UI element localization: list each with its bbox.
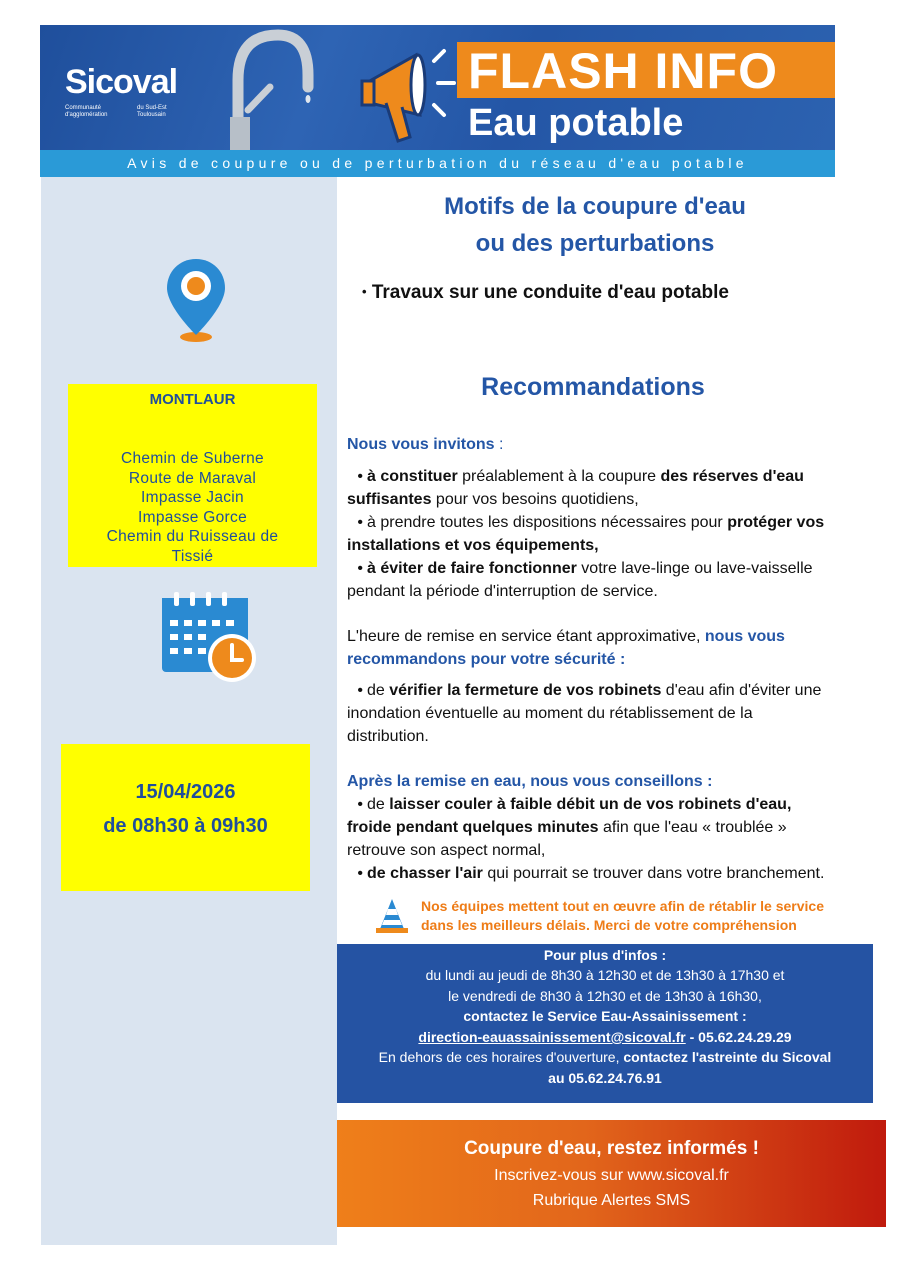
info-hours-friday: le vendredi de 8h30 à 12h30 et de 13h30 à 16h30, [448, 987, 762, 1004]
outage-time: de 08h30 à 09h30 [103, 815, 268, 837]
logo-sub-right: du Sud-Est Toulousain [137, 105, 167, 118]
street-list [68, 449, 317, 566]
text: pendant la période d'interruption de service. [347, 583, 658, 600]
bold-text: à éviter de faire fonctionner [367, 560, 577, 577]
motif-item: • Travaux sur une conduite d'eau potable [362, 282, 729, 303]
logo-sub-left: Communauté d'agglomération [65, 105, 108, 118]
bold-text: de chasser l'air [367, 865, 483, 882]
email-link[interactable]: direction-eauassainissement@sicoval.fr [418, 1028, 686, 1045]
bold-text: des réserves d'eau [660, 468, 804, 485]
street-item: Route de Maraval [128, 469, 257, 487]
service-phone: - 05.62.24.29.29 [685, 1028, 792, 1045]
blue-bold-text: nous vous [704, 628, 785, 645]
text: L'heure de remise en service étant approximative, [347, 628, 705, 645]
heure-remise [347, 625, 857, 671]
text: distribution. [347, 728, 429, 745]
motif-item-text: Travaux sur une conduite d'eau potable [371, 282, 729, 303]
astreinte-phone: au 05.62.24.76.91 [548, 1070, 662, 1087]
blue-bold-text: recommandons pour votre sécurité : [347, 651, 626, 668]
sms-title: Coupure d'eau, restez informés ! [464, 1138, 759, 1159]
text: de [367, 682, 390, 699]
recommendations-title: Recommandations [481, 373, 705, 401]
sms-signup-line: Inscrivez-vous sur www.sicoval.fr [494, 1167, 729, 1184]
invite-colon: : [494, 436, 504, 453]
text: inondation éventuelle au moment du rétablissement de la [347, 705, 753, 722]
header-banner [40, 25, 835, 150]
topic-title: Eau potable [468, 102, 684, 144]
equipes-line: Nos équipes mettent tout en œuvre afin de rétablir le service [421, 898, 824, 914]
motifs-title-line2: ou des perturbations [475, 230, 715, 257]
bullet-reserves: • à constituer préalablement à la coupure des réserves d'eau suffisantes pour vos besoins quotidiens, [347, 468, 804, 508]
bold-text: contactez l'astreinte du Sicoval [623, 1049, 832, 1066]
text: à prendre toutes les dispositions nécessaires pour [367, 514, 728, 531]
street-item: Tissié [171, 547, 214, 565]
sms-alert-box [337, 1120, 886, 1227]
sms-rubrique-line: Rubrique Alertes SMS [532, 1192, 691, 1209]
header-subtitle: Avis de coupure ou de perturbation du réseau d'eau potable [40, 150, 835, 177]
bold-text: suffisantes [347, 491, 432, 508]
location-pin-icon [165, 257, 227, 345]
equipes-message [421, 897, 871, 935]
bold-text: froide pendant quelques minutes [347, 819, 599, 836]
text: d'eau afin d'éviter une [661, 682, 822, 699]
info-contact-service: contactez le Service Eau-Assainissement : [463, 1008, 747, 1025]
text: En dehors de ces horaires d'ouverture, [378, 1049, 624, 1066]
text: pour vos besoins quotidiens, [431, 491, 639, 508]
bold-text: protéger vos [727, 514, 825, 531]
info-box [337, 944, 873, 1103]
invite-intro [347, 433, 503, 456]
motifs-title-line1: Motifs de la coupure d'eau [444, 193, 746, 220]
megaphone-icon [358, 43, 463, 148]
calendar-clock-icon [160, 588, 260, 684]
bullet-eviter: • à éviter de faire fonctionner votre lave-linge ou lave-vaisselle pendant la période d'interruption de service. [347, 560, 813, 600]
apres-remise: Après la remise en eau, nous vous conseillons : [347, 773, 713, 790]
text: votre lave-linge ou lave-vaisselle [576, 560, 813, 577]
bold-text: à constituer [367, 468, 458, 485]
bold-text: installations et vos équipements, [347, 537, 599, 554]
equipes-line: dans les meilleurs délais. Merci de votre compréhension [421, 917, 797, 933]
street-item: Chemin du Ruisseau de [106, 528, 279, 545]
text: retrouve son aspect normal, [347, 842, 546, 859]
text: de [367, 796, 390, 813]
street-item: Impasse Jacin [141, 489, 244, 506]
bullet-couler: • de laisser couler à faible débit un de vos robinets d'eau, froide pendant quelques minutes afin que l'eau « troublée » retrouve son aspect normal, • de chasser l'air qui pourrait se trouver dans votre branchement. [347, 796, 825, 882]
outage-date: 15/04/2026 [135, 781, 236, 803]
info-title: Pour plus d'infos : [543, 946, 667, 963]
sicoval-logo [65, 63, 178, 118]
text: préalablement à la coupure [457, 468, 661, 485]
commune-name: MONTLAUR [149, 391, 236, 408]
bold-text: vérifier la fermeture de vos robinets [389, 682, 662, 699]
invite-lead: Nous vous invitons [347, 436, 495, 453]
street-item: Chemin de Suberne [121, 450, 264, 467]
traffic-cone-icon [374, 897, 410, 935]
info-hours-weekdays: du lundi au jeudi de 8h30 à 12h30 et de 13h30 à 17h30 et [425, 967, 785, 984]
text: afin que l'eau « troublée » [598, 819, 787, 836]
text: qui pourrait se trouver dans votre branchement. [482, 865, 825, 882]
faucet-icon [208, 25, 328, 150]
street-item: Impasse Gorce [138, 508, 247, 526]
flash-info-title: FLASH INFO [468, 43, 778, 99]
bold-text: laisser couler à faible débit un de vos robinets d'eau, [389, 796, 792, 813]
bullet-proteger: • à prendre toutes les dispositions nécessaires pour protéger vos installations et vos équipements, [347, 514, 825, 554]
bullet-robinets: • de vérifier la fermeture de vos robinets d'eau afin d'éviter une inondation éventuelle au moment du rétablissement de la distribution. [347, 682, 822, 745]
logo-name: Sicoval [65, 63, 178, 101]
